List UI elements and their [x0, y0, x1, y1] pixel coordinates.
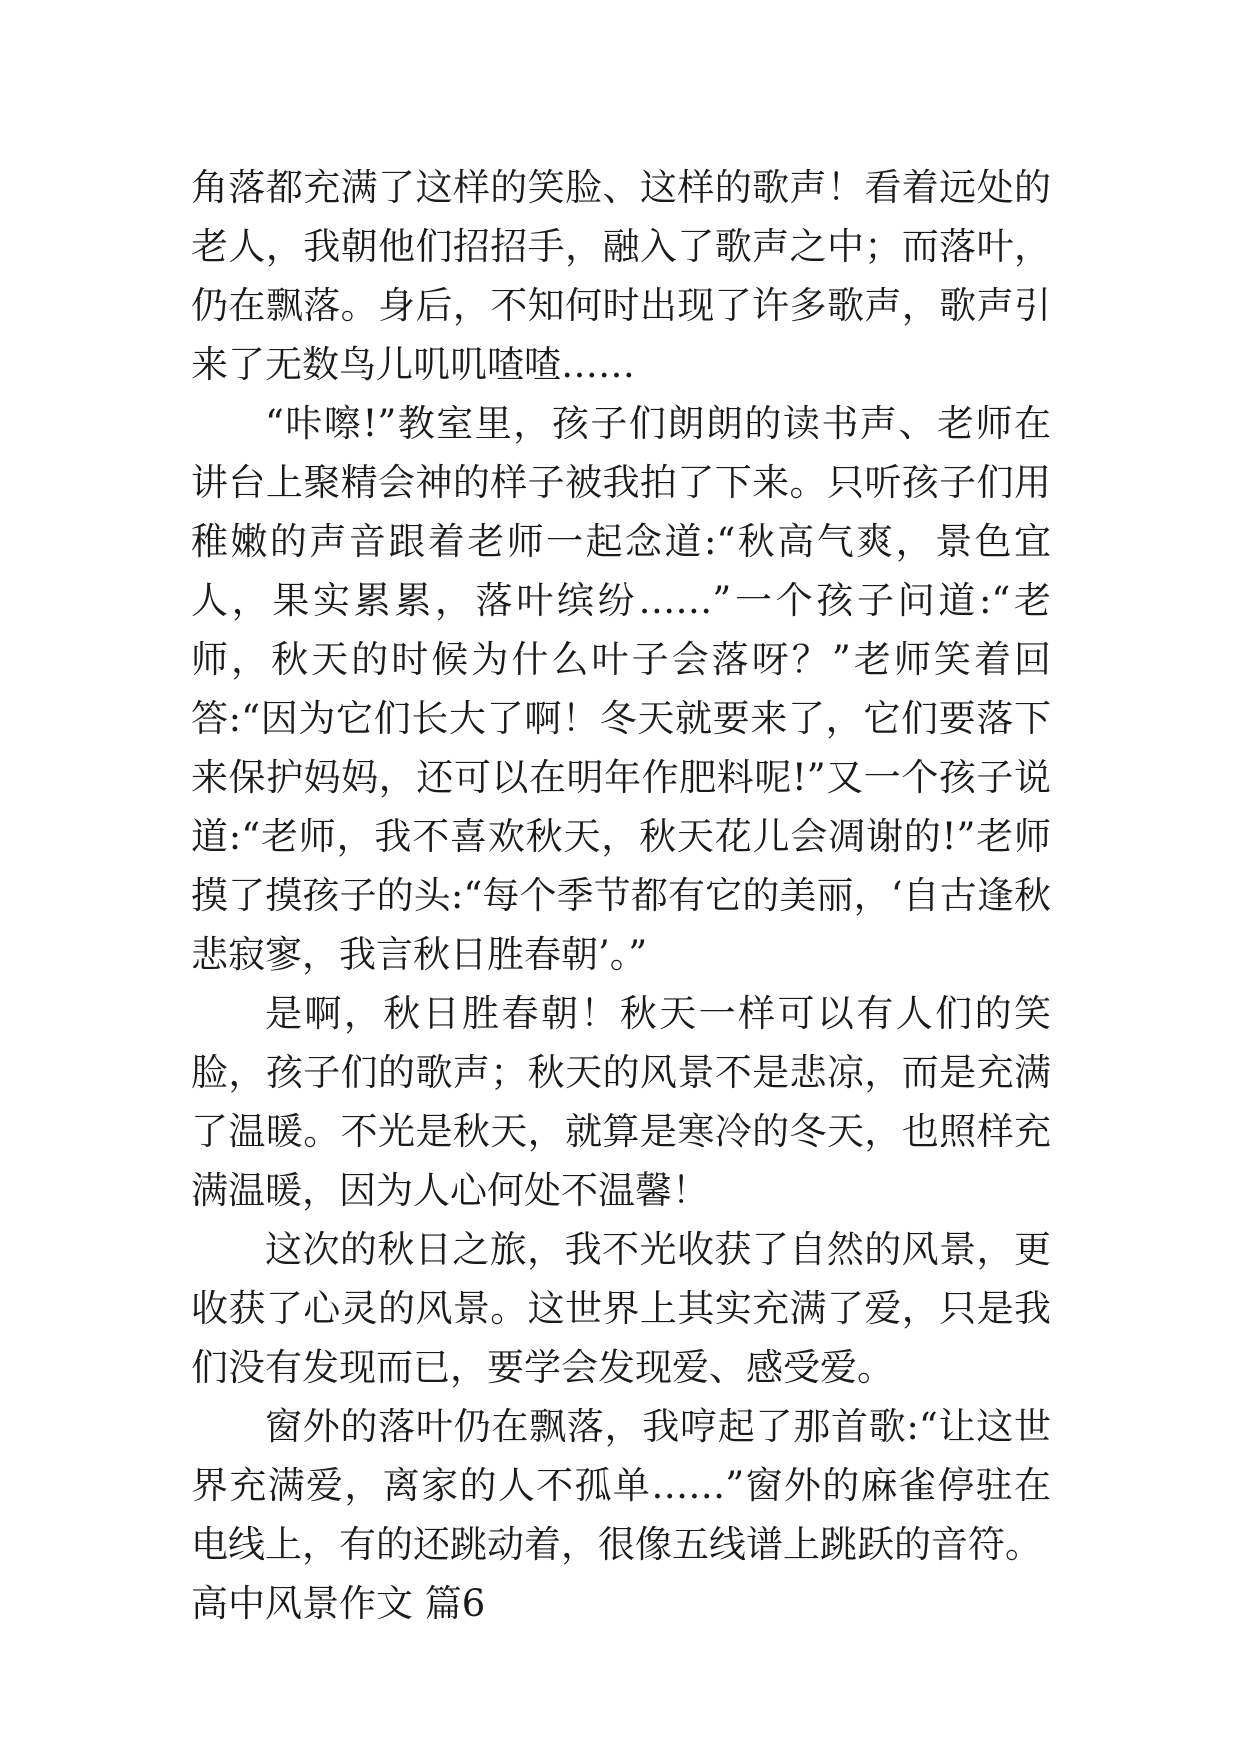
paragraph-4: 这次的秋日之旅，我不光收获了自然的风景，更收获了心灵的风景。这世界上其实充满了爱，只是我们没有发现而已，要学会发现爱、感受爱。 [191, 1228, 1051, 1389]
paragraph-2: “咔嚓!”教室里，孩子们朗朗的读书声、老师在讲台上聚精会神的样子被我拍了下来。只听孩子们用稚嫩的声音跟着老师一起念道:“秋高气爽，景色宜人，果实累累，落叶缤纷……”一个孩子问道:“老师，秋天的时候为什么叶子会落呀？”老师笑着回答:“因为它们长大了啊！冬天就要来了，它们要落下来保护妈妈，还可以在明年作肥料呢!”又一个孩子说道:“老师，我不喜欢秋天，秋天花儿会凋谢的!”老师摸了摸孩子的头:“每个季节都有它的美丽，‘自古逢秋悲寂寥，我言秋日胜春朝’。” [191, 402, 1051, 976]
section-heading: 高中风景作文 篇6 [191, 1582, 486, 1625]
document-body [191, 158, 1051, 1633]
paragraph-5: 窗外的落叶仍在飘落，我哼起了那首歌:“让这世界充满爱，离家的人不孤单……”窗外的麻雀停驻在电线上，有的还跳动着，很像五线谱上跳跃的音符。 [191, 1405, 1051, 1566]
paragraph-1: 角落都充满了这样的笑脸、这样的歌声！看着远处的老人，我朝他们招招手，融入了歌声之中；而落叶，仍在飘落。身后，不知何时出现了许多歌声，歌声引来了无数鸟儿叽叽喳喳…… [191, 166, 1051, 386]
paragraph-3: 是啊，秋日胜春朝！秋天一样可以有人们的笑脸，孩子们的歌声；秋天的风景不是悲凉，而是充满了温暖。不光是秋天，就算是寒冷的冬天，也照样充满温暖，因为人心何处不温馨！ [191, 992, 1051, 1212]
